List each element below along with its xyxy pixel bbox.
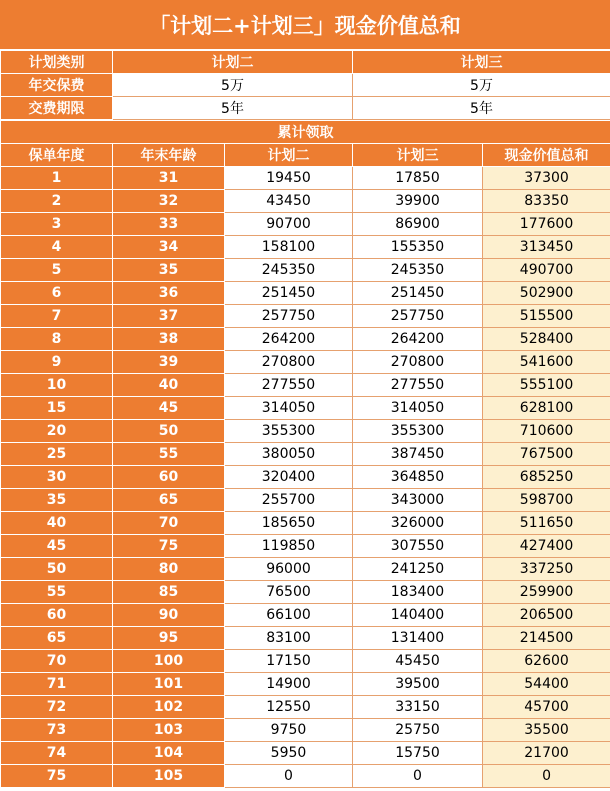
total-value-cell: 37300: [483, 167, 610, 190]
plan-two-cell: 320400: [225, 466, 353, 489]
plan-three-cell: 155350: [353, 236, 483, 259]
table-row: [1, 374, 610, 397]
total-value-cell: 528400: [483, 328, 610, 351]
plan-two-cell: 257750: [225, 305, 353, 328]
table-row: [1, 305, 610, 328]
policy-year-cell: 8: [1, 328, 113, 351]
plan-three-cell: 39500: [353, 673, 483, 696]
section-header-row: [1, 121, 610, 144]
total-value-cell: 511650: [483, 512, 610, 535]
payment-term-row: [1, 97, 610, 120]
column-header-plan-two: 计划二: [225, 144, 353, 167]
table-row: [1, 443, 610, 466]
age-cell: 70: [113, 512, 225, 535]
age-cell: 60: [113, 466, 225, 489]
total-value-cell: 21700: [483, 742, 610, 765]
table-row: [1, 650, 610, 673]
total-value-cell: 628100: [483, 397, 610, 420]
annual-premium-label: 年交保费: [1, 74, 113, 97]
plan-info-header: [1, 51, 610, 74]
table-row: [1, 397, 610, 420]
table-row: [1, 259, 610, 282]
policy-year-cell: 71: [1, 673, 113, 696]
age-cell: 38: [113, 328, 225, 351]
policy-year-cell: 9: [1, 351, 113, 374]
plan-two-cell: 119850: [225, 535, 353, 558]
plan-three-cell: 17850: [353, 167, 483, 190]
plan-two-cell: 14900: [225, 673, 353, 696]
total-value-cell: 214500: [483, 627, 610, 650]
plan-two-term: 5年: [113, 97, 353, 120]
plan-three-cell: 387450: [353, 443, 483, 466]
plan-two-cell: 251450: [225, 282, 353, 305]
policy-year-cell: 70: [1, 650, 113, 673]
table-row: [1, 351, 610, 374]
plan-three-term: 5年: [353, 97, 610, 120]
plan-two-cell: 96000: [225, 558, 353, 581]
policy-year-cell: 55: [1, 581, 113, 604]
policy-year-cell: 65: [1, 627, 113, 650]
plan-two-header: 计划二: [113, 51, 353, 74]
plan-three-cell: 343000: [353, 489, 483, 512]
cash-value-table: [0, 120, 610, 788]
policy-year-cell: 15: [1, 397, 113, 420]
table-row: [1, 765, 610, 788]
policy-year-cell: 73: [1, 719, 113, 742]
policy-year-cell: 5: [1, 259, 113, 282]
plan-two-cell: 314050: [225, 397, 353, 420]
plan-two-cell: 185650: [225, 512, 353, 535]
plan-three-cell: 257750: [353, 305, 483, 328]
plan-three-cell: 15750: [353, 742, 483, 765]
plan-two-cell: 158100: [225, 236, 353, 259]
plan-two-cell: 5950: [225, 742, 353, 765]
age-cell: 90: [113, 604, 225, 627]
plan-two-cell: 83100: [225, 627, 353, 650]
policy-year-cell: 6: [1, 282, 113, 305]
table-row: [1, 673, 610, 696]
total-value-cell: 337250: [483, 558, 610, 581]
policy-year-cell: 7: [1, 305, 113, 328]
plan-info-table: [0, 50, 610, 120]
plan-two-cell: 66100: [225, 604, 353, 627]
policy-year-cell: 4: [1, 236, 113, 259]
total-value-cell: 767500: [483, 443, 610, 466]
age-cell: 95: [113, 627, 225, 650]
plan-three-premium: 5万: [353, 74, 610, 97]
total-value-cell: 45700: [483, 696, 610, 719]
total-value-cell: 83350: [483, 190, 610, 213]
total-value-cell: 710600: [483, 420, 610, 443]
policy-year-cell: 40: [1, 512, 113, 535]
table-row: [1, 604, 610, 627]
plan-two-cell: 9750: [225, 719, 353, 742]
plan-two-cell: 19450: [225, 167, 353, 190]
plan-three-cell: 326000: [353, 512, 483, 535]
plan-three-cell: 140400: [353, 604, 483, 627]
column-header-plan-three: 计划三: [353, 144, 483, 167]
plan-three-cell: 25750: [353, 719, 483, 742]
section-label: 累计领取: [1, 121, 610, 144]
plan-two-cell: 270800: [225, 351, 353, 374]
plan-three-cell: 314050: [353, 397, 483, 420]
age-cell: 37: [113, 305, 225, 328]
plan-three-cell: 355300: [353, 420, 483, 443]
total-value-cell: 555100: [483, 374, 610, 397]
age-cell: 50: [113, 420, 225, 443]
plan-three-cell: 251450: [353, 282, 483, 305]
plan-three-cell: 364850: [353, 466, 483, 489]
policy-year-cell: 30: [1, 466, 113, 489]
age-cell: 39: [113, 351, 225, 374]
plan-three-cell: 277550: [353, 374, 483, 397]
policy-year-cell: 2: [1, 190, 113, 213]
policy-year-cell: 1: [1, 167, 113, 190]
plan-two-cell: 17150: [225, 650, 353, 673]
policy-year-cell: 60: [1, 604, 113, 627]
plan-type-label: 计划类别: [1, 51, 113, 74]
plan-two-cell: 264200: [225, 328, 353, 351]
age-cell: 102: [113, 696, 225, 719]
age-cell: 33: [113, 213, 225, 236]
age-cell: 105: [113, 765, 225, 788]
plan-three-cell: 86900: [353, 213, 483, 236]
table-row: [1, 719, 610, 742]
annual-premium-row: [1, 74, 610, 97]
table-row: [1, 282, 610, 305]
table-row: [1, 466, 610, 489]
payment-term-label: 交费期限: [1, 97, 113, 120]
policy-year-cell: 50: [1, 558, 113, 581]
age-cell: 31: [113, 167, 225, 190]
total-value-cell: 598700: [483, 489, 610, 512]
table-body: [1, 167, 610, 788]
age-cell: 85: [113, 581, 225, 604]
policy-year-cell: 3: [1, 213, 113, 236]
plan-three-cell: 131400: [353, 627, 483, 650]
total-value-cell: 541600: [483, 351, 610, 374]
plan-three-cell: 245350: [353, 259, 483, 282]
total-value-cell: 490700: [483, 259, 610, 282]
plan-two-cell: 380050: [225, 443, 353, 466]
table-row: [1, 328, 610, 351]
total-value-cell: 502900: [483, 282, 610, 305]
table-row: [1, 213, 610, 236]
plan-three-cell: 45450: [353, 650, 483, 673]
table-row: [1, 167, 610, 190]
plan-two-cell: 0: [225, 765, 353, 788]
policy-year-cell: 25: [1, 443, 113, 466]
table-row: [1, 236, 610, 259]
total-value-cell: 685250: [483, 466, 610, 489]
total-value-cell: 0: [483, 765, 610, 788]
table-row: [1, 742, 610, 765]
total-value-cell: 206500: [483, 604, 610, 627]
column-header-total: 现金价值总和: [483, 144, 610, 167]
total-value-cell: 35500: [483, 719, 610, 742]
plan-two-premium: 5万: [113, 74, 353, 97]
age-cell: 45: [113, 397, 225, 420]
total-value-cell: 54400: [483, 673, 610, 696]
table-row: [1, 190, 610, 213]
plan-two-cell: 277550: [225, 374, 353, 397]
age-cell: 100: [113, 650, 225, 673]
policy-year-cell: 35: [1, 489, 113, 512]
plan-two-cell: 12550: [225, 696, 353, 719]
table-row: [1, 558, 610, 581]
plan-two-cell: 245350: [225, 259, 353, 282]
table-row: [1, 489, 610, 512]
policy-year-cell: 72: [1, 696, 113, 719]
plan-three-cell: 33150: [353, 696, 483, 719]
table-row: [1, 581, 610, 604]
plan-three-header: 计划三: [353, 51, 610, 74]
age-cell: 40: [113, 374, 225, 397]
age-cell: 75: [113, 535, 225, 558]
total-value-cell: 259900: [483, 581, 610, 604]
policy-year-cell: 10: [1, 374, 113, 397]
plan-two-cell: 43450: [225, 190, 353, 213]
policy-year-cell: 45: [1, 535, 113, 558]
total-value-cell: 313450: [483, 236, 610, 259]
age-cell: 80: [113, 558, 225, 581]
age-cell: 65: [113, 489, 225, 512]
age-cell: 101: [113, 673, 225, 696]
table-row: [1, 696, 610, 719]
total-value-cell: 515500: [483, 305, 610, 328]
table-row: [1, 512, 610, 535]
age-cell: 32: [113, 190, 225, 213]
policy-year-cell: 20: [1, 420, 113, 443]
total-value-cell: 177600: [483, 213, 610, 236]
plan-three-cell: 0: [353, 765, 483, 788]
column-header-age: 年末年龄: [113, 144, 225, 167]
plan-three-cell: 39900: [353, 190, 483, 213]
plan-three-cell: 270800: [353, 351, 483, 374]
policy-year-cell: 74: [1, 742, 113, 765]
table-row: [1, 535, 610, 558]
column-header-row: [1, 144, 610, 167]
table-row: [1, 627, 610, 650]
plan-three-cell: 307550: [353, 535, 483, 558]
age-cell: 104: [113, 742, 225, 765]
plan-three-cell: 183400: [353, 581, 483, 604]
plan-two-cell: 255700: [225, 489, 353, 512]
age-cell: 55: [113, 443, 225, 466]
policy-year-cell: 75: [1, 765, 113, 788]
age-cell: 35: [113, 259, 225, 282]
age-cell: 103: [113, 719, 225, 742]
plan-two-cell: 76500: [225, 581, 353, 604]
column-header-policy-year: 保单年度: [1, 144, 113, 167]
plan-two-cell: 90700: [225, 213, 353, 236]
age-cell: 34: [113, 236, 225, 259]
total-value-cell: 427400: [483, 535, 610, 558]
plan-three-cell: 264200: [353, 328, 483, 351]
plan-two-cell: 355300: [225, 420, 353, 443]
plan-three-cell: 241250: [353, 558, 483, 581]
page-title: 「计划二+计划三」现金价值总和: [0, 0, 610, 50]
age-cell: 36: [113, 282, 225, 305]
total-value-cell: 62600: [483, 650, 610, 673]
table-row: [1, 420, 610, 443]
